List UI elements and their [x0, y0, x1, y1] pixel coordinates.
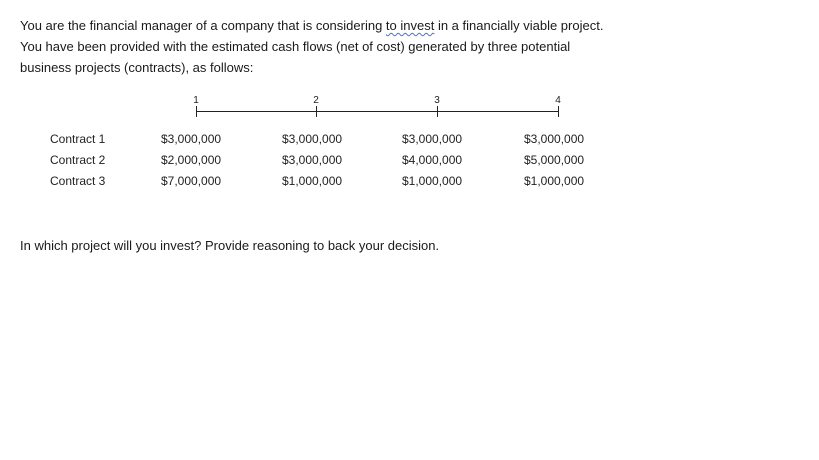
intro-line-1-end: in a financially viable project.: [434, 18, 604, 33]
cash-flow-cell: $3,000,000: [282, 132, 343, 146]
intro-line-1-start: You are the financial manager of a company that is considering: [20, 18, 386, 33]
timeline-tick-2: [316, 106, 317, 117]
cash-flow-cell: $1,000,000: [402, 174, 463, 188]
intro-line-1: [20, 15, 780, 36]
contract-label: Contract 3: [50, 174, 106, 188]
problem-statement: [20, 15, 780, 78]
cash-flow-cell: $3,000,000: [282, 153, 343, 167]
period-label-4: 4: [555, 95, 561, 106]
period-label-2: 2: [313, 95, 319, 106]
cash-flow-cell: $2,000,000: [161, 153, 222, 167]
timeline-axis: [196, 111, 559, 112]
cash-flow-table: [0, 130, 819, 193]
cash-flow-cell: $1,000,000: [282, 174, 343, 188]
timeline-tick-3: [437, 106, 438, 117]
cash-flow-cell: $4,000,000: [402, 153, 463, 167]
table-row: [0, 130, 819, 151]
question-text: In which project will you invest? Provide reasoning to back your decision.: [20, 238, 440, 253]
contract-label: Contract 2: [50, 153, 106, 167]
cash-flow-timeline: [0, 90, 819, 130]
cash-flow-cell: $3,000,000: [402, 132, 463, 146]
period-label-1: 1: [193, 95, 199, 106]
cash-flow-cell: $5,000,000: [524, 153, 585, 167]
timeline-tick-4: [558, 106, 559, 117]
intro-line-3: business projects (contracts), as follows:: [20, 60, 254, 75]
cash-flow-cell: $3,000,000: [524, 132, 585, 146]
cash-flow-cell: $1,000,000: [524, 174, 585, 188]
timeline-tick-1: [196, 106, 197, 117]
intro-line-2: You have been provided with the estimated cash flows (net of cost) generated by three potential: [20, 39, 571, 54]
cash-flow-cell: $3,000,000: [161, 132, 222, 146]
grammar-flagged-phrase[interactable]: to invest: [385, 18, 435, 33]
cash-flow-cell: $7,000,000: [161, 174, 222, 188]
period-label-3: 3: [434, 95, 440, 106]
table-row: [0, 151, 819, 172]
contract-label: Contract 1: [50, 132, 106, 146]
table-row: [0, 172, 819, 193]
